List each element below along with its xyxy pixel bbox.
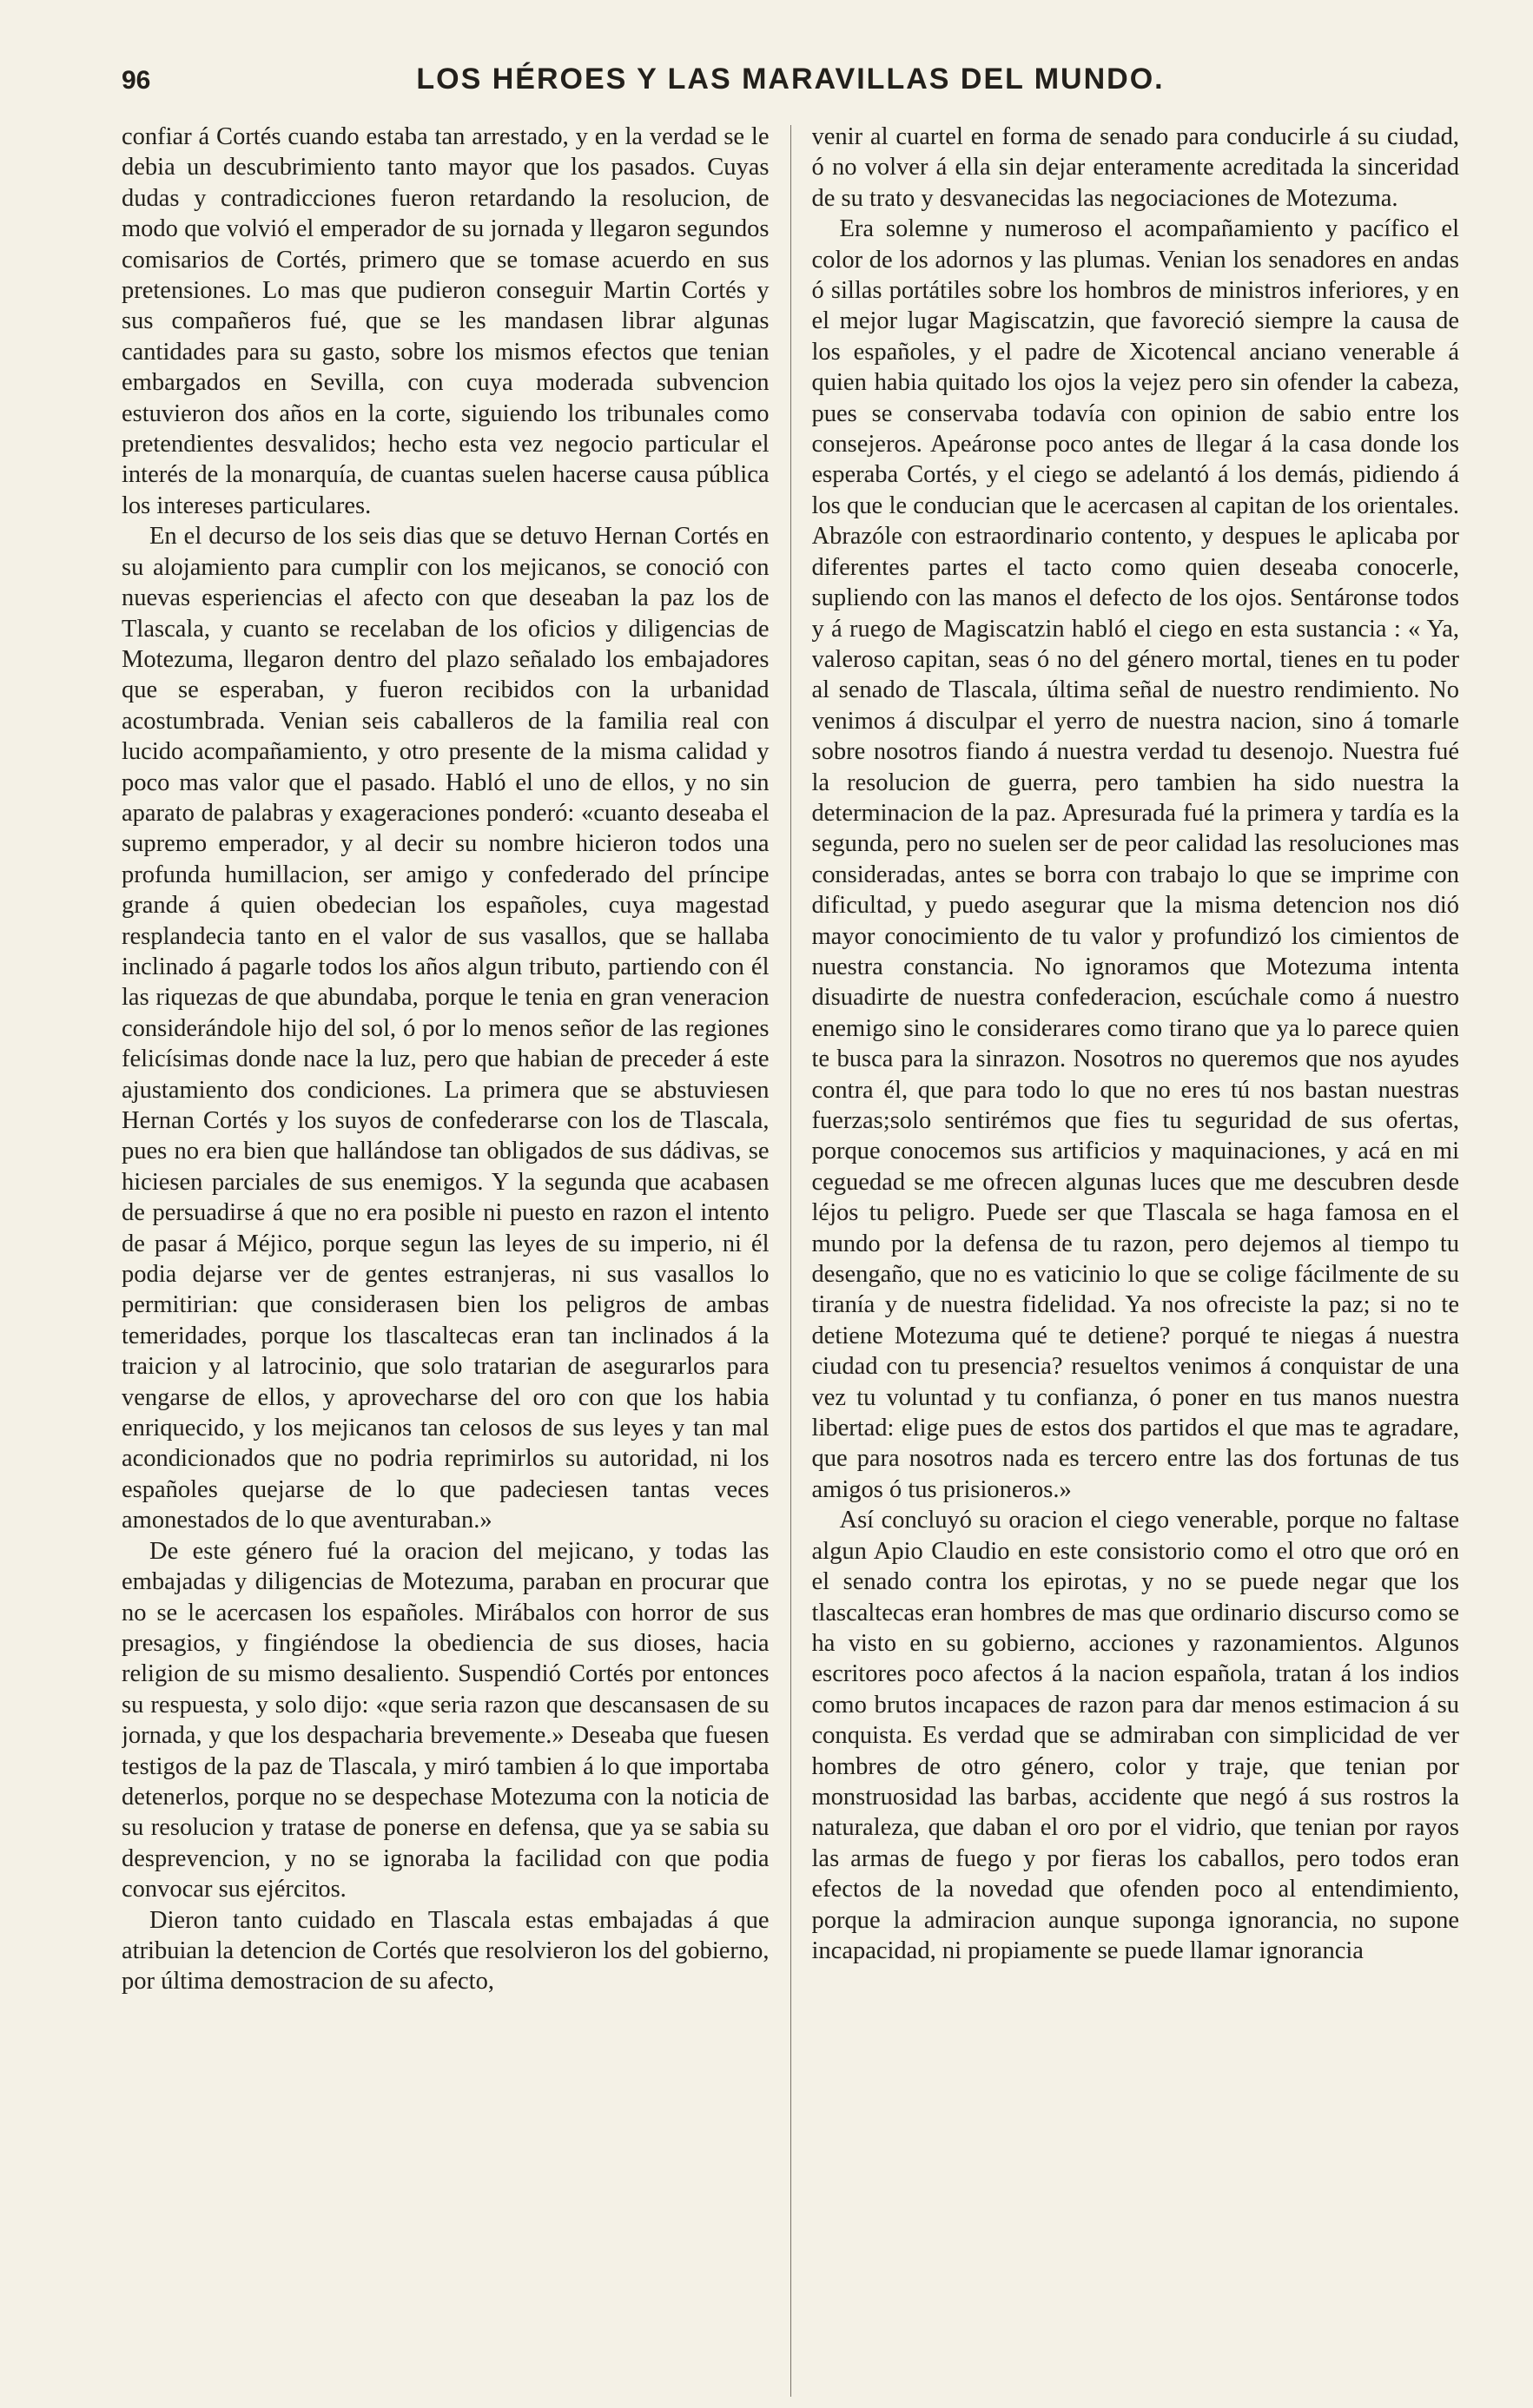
running-title: LOS HÉROES Y LAS MARAVILLAS DEL MUNDO. [416, 63, 1165, 96]
paragraph: Era solemne y numeroso el acompañamiento y pacífico el color de los adornos y las plumas. Venian los senadores en andas ó sillas portátiles sobre los hombros de ministros inferiores, y en el mejor lugar Magiscatzin, que favoreció siempre la causa de los españoles, y el padre de Xicotencal anciano venerable á quien habia quitado los ojos la vejez pero sin ofender la cabeza, pues se conservaba todavía con opinion de sabio entre los consejeros. Apeáronse poco antes de llegar á la casa donde los esperaba Cortés, y el ciego se adelantó á los demás, pidiendo á los que le conducian que le acercasen al capitan de los orientales. Abrazóle con estraordinario contento, y despues le aplicaba por diferentes partes el tacto como quien deseaba conocerle, supliendo con las manos el defecto de los ojos. Sentáronse todos y á ruego de Magiscatzin habló el ciego en esta sustancia : « Ya, valeroso capitan, seas ó no del género mortal, tienes en tu poder al senado de Tlascala, última señal de nuestro rendimiento. No venimos á disculpar el yerro de nuestra nacion, sino á tomarle sobre nosotros fiando á nuestra verdad tu desenojo. Nuestra fué la resolucion de guerra, pero tambien ha sido nuestra la determinacion de la paz. Apresurada fué la primera y tardía es la segunda, pero no suelen ser de peor calidad las resoluciones mas consideradas, antes se borra con trabajo lo que se imprime con dificultad, y puedo asegurar que la misma detencion nos dió mayor conocimiento de tu valor y profundizó los cimientos de nuestra constancia. No ignoramos que Motezuma intenta disuadirte de nuestra confederacion, escúchale como á nuestro enemigo sino le considerares como tirano que ya lo parece quien te busca para la sinrazon. Nosotros no queremos que nos ayudes contra él, que para todo lo que no eres tú nos bastan nuestras fuerzas;solo sentirémos que fies tu seguridad de sus ofertas, porque conocemos sus artificios y maquinaciones, y acá en mi ceguedad se me ofrecen algunas luces que me descubren desde léjos tu peligro. Puede ser que Tlascala se haga famosa en el mundo por la defensa de tu razon, pero dejemos al tiempo tu desengaño, que no es vaticinio lo que se colige fácilmente de su tiranía y de nuestra fidelidad. Ya nos ofreciste la paz; si no te detiene Motezuma qué te detiene? porqué te niegas á nuestra ciudad con tu presencia? resueltos venimos á conquistar de una vez tu voluntad y tu confianza, ó poner en tus manos nuestra libertad: elige pues de estos dos partidos el que mas te agradare, que para nosotros nada es tercero entre las dos fortunas de tus amigos ó tus prisioneros.» [811, 215, 1459, 1503]
paragraph: venir al cuartel en forma de senado para conducirle á su ciudad, ó no volver á ella sin dejar enteramente acreditada la sinceridad de su trato y desvanecidas las negociaciones de Motezuma. [811, 123, 1459, 212]
column-divider [790, 125, 791, 2397]
left-column [122, 122, 770, 2397]
paragraph: En el decurso de los seis dias que se detuvo Hernan Cortés en su alojamiento para cumplir con los mejicanos, se conoció con nuevas esperiencias el afecto con que deseaban la paz los de Tlascala, y cuanto se recelaban de los oficios y diligencias de Motezuma, llegaron dentro del plazo señalado los embajadores que se esperaban, y fueron recibidos con la urbanidad acostumbrada. Venian seis caballeros de la familia real con lucido acompañamiento, y otro presente de la misma calidad y poco mas valor que el pasado. Habló el uno de ellos, y no sin aparato de palabras y exageraciones ponderó: «cuanto deseaba el supremo emperador, y al decir su nombre hicieron todos una profunda humillacion, ser amigo y confederado del príncipe grande á quien obedecian los españoles, cuya magestad resplandecia tanto en el valor de sus vasallos, que se hallaba inclinado á pagarle todos los años algun tributo, partiendo con él las riquezas de que abundaba, porque le tenia en gran veneracion considerándole hijo del sol, ó por lo menos señor de las regiones felicísimas donde nace la luz, pero que habian de preceder á este ajustamiento dos condiciones. La primera que se abstuviesen Hernan Cortés y los suyos de confederarse con los de Tlascala, pues no era bien que hallándose tan obligados de sus dádivas, se hiciesen parciales de sus enemigos. Y la segunda que acabasen de persuadirse á que no era posible ni puesto en razon el intento de pasar á Méjico, porque segun las leyes de su imperio, ni él podia dejarse ver de gentes estranjeras, ni sus vasallos lo permitirian: que considerasen bien los peligros de ambas temeridades, porque los tlascaltecas eran tan inclinados á la traicion y al latrocinio, que solo tratarian de asegurarlos para vengarse de ellos, y aprovecharse del oro con que los habia enriquecido, y los mejicanos tan celosos de sus leyes y tan mal acondicionados que no podria reprimirlos su autoridad, ni los españoles quejarse de lo que padeciesen tantas veces amonestados de lo que aventuraban.» [122, 523, 770, 1534]
page-header [122, 63, 1459, 118]
paragraph: De este género fué la oracion del mejicano, y todas las embajadas y diligencias de Motezuma, paraban en procurar que no se le acercasen los españoles. Mirábalos con horror de sus presagios, y fingiéndose la obediencia de sus dioses, hacia religion de su mismo desaliento. Suspendió Cortés por entonces su respuesta, y solo dijo: «que seria razon que descansasen de su jornada, y que los despacharia brevemente.» Deseaba que fuesen testigos de la paz de Tlascala, y miró tambien á lo que importaba detenerlos, porque no se despechase Motezuma con la noticia de su resolucion y tratase de ponerse en defensa, que ya se sabia su desprevencion, y no se ignoraba la facilidad con que podia convocar sus ejércitos. [122, 1537, 770, 1903]
page-number: 96 [122, 66, 151, 95]
paragraph: Dieron tanto cuidado en Tlascala estas embajadas á que atribuian la detencion de Cortés que resolvieron los del gobierno, por última demostracion de su afecto, [122, 1906, 770, 1996]
paragraph: Así concluyó su oracion el ciego venerable, porque no faltase algun Apio Claudio en este consistorio como el otro que oró en el senado contra los epirotas, y no se puede negar que los tlascaltecas eran hombres de mas que ordinario discurso como se ha visto en su gobierno, acciones y razonamientos. Algunos escritores poco afectos á la nacion española, tratan á los indios como brutos incapaces de razon para dar menos estimacion á su conquista. Es verdad que se admiraban con simplicidad de ver hombres de otro género, color y traje, que tenian por monstruosidad las barbas, accidente que negó á sus rostros la naturaleza, que daban el oro por el vidrio, que tenian por rayos las armas de fuego y por fieras los caballos, pero todos eran efectos de la novedad que ofenden poco al entendimiento, porque la admiracion aunque suponga ignorancia, no supone incapacidad, ni propiamente se puede llamar ignorancia [811, 1507, 1459, 1964]
right-column [812, 122, 1460, 2397]
paragraph: confiar á Cortés cuando estaba tan arrestado, y en la verdad se le debia un descubrimiento tanto mayor que los pasados. Cuyas dudas y contradicciones fueron retardando la resolucion, de modo que volvió el emperador de su jornada y llegaron segundos comisarios de Cortés, primero que se tomase acuerdo en sus pretensiones. Lo mas que pudieron conseguir Martin Cortés y sus compañeros fué, que se les mandasen librar algunas cantidades para su gasto, sobre los mismos efectos que tenian embargados en Sevilla, con cuya moderada subvencion estuvieron dos años en la corte, siguiendo los tribunales como pretendientes desvalidos; hecho esta vez negocio particular el interés de la monarquía, de cuantas suelen hacerse causa pública los intereses particulares. [122, 123, 770, 519]
text-columns [122, 122, 1459, 2397]
